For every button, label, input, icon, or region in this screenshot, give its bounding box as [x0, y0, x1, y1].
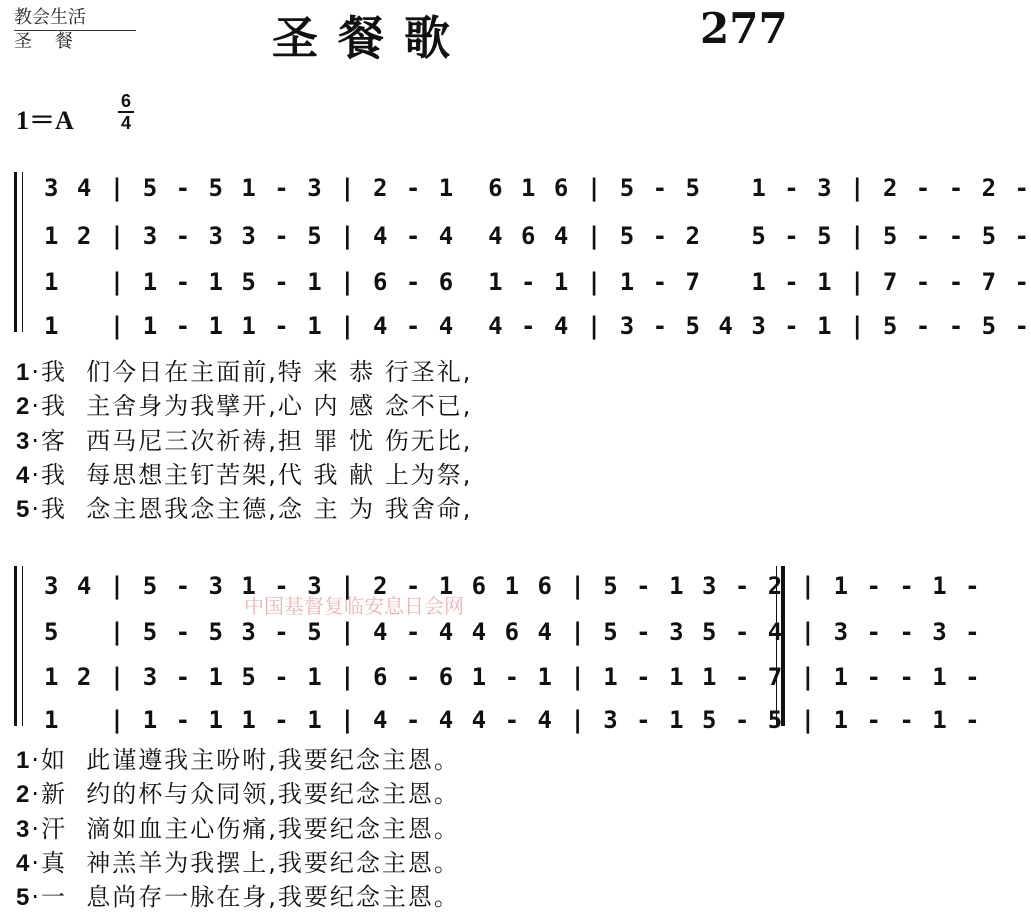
hymn-number: 277 [700, 4, 788, 53]
score-line-alto: 1 2 | 3 - 3 3 - 5 | 4 - 4 4 6 4 | 5 - 2 5 - 5 | 5 - - 5 - [44, 222, 1031, 250]
score-line-tenor: 1 | 1 - 1 5 - 1 | 6 - 6 1 - 1 | 1 - 7 1 - 1 | 7 - - 7 - [44, 268, 1031, 296]
verse-line: 5·我 念主恩我念主德,念 主 为 我舍命, [16, 495, 473, 523]
verse-line: 1·我 们今日在主面前,特 来 恭 行圣礼, [16, 358, 473, 386]
system-bracket-thin [22, 566, 23, 726]
score-line-tenor: 1 2 | 3 - 1 5 - 1 | 6 - 6 1 - 1 | 1 - 1 1 - 7 | 1 - - 1 - [44, 663, 982, 691]
verse-line: 5·一 息尚存一脉在身,我要纪念主恩。 [16, 883, 460, 911]
verse-text: 我 们今日在主面前,特 来 恭 行圣礼, [41, 358, 473, 386]
verse-text: 汗 滴如血主心伤痛,我要纪念主恩。 [41, 815, 460, 843]
score-line-bass: 1 | 1 - 1 1 - 1 | 4 - 4 4 - 4 | 3 - 1 5 - 5 | 1 - - 1 - [44, 706, 982, 734]
song-title: 圣餐歌 [272, 11, 470, 65]
verse-line: 4·真 神羔羊为我摆上,我要纪念主恩。 [16, 849, 460, 877]
verse-line: 3·汗 滴如血主心伤痛,我要纪念主恩。 [16, 815, 460, 843]
verse-number: 3 [16, 816, 32, 843]
verse-number: 1 [16, 747, 32, 774]
verse-text: 客 西马尼三次祈祷,担 罪 忧 伤无比, [41, 427, 473, 455]
verse-number: 1 [16, 359, 32, 386]
time-signature-top: 6 [120, 91, 131, 111]
verse-line: 4·我 每思想主钉苦架,代 我 献 上为祭, [16, 461, 473, 489]
system-bracket-thick [14, 566, 17, 726]
key-signature: 1＝A [16, 106, 74, 135]
verse-text: 新 约的杯与众同领,我要纪念主恩。 [41, 780, 460, 808]
category-main: 教会生活 [14, 7, 86, 28]
verse-number: 5 [16, 884, 32, 911]
verse-line: 1·如 此谨遵我主吩咐,我要纪念主恩。 [16, 746, 460, 774]
verse-text: 真 神羔羊为我摆上,我要纪念主恩。 [41, 849, 460, 877]
verse-text: 我 念主恩我念主德,念 主 为 我舍命, [41, 495, 473, 523]
verse-text: 我 每思想主钉苦架,代 我 献 上为祭, [41, 461, 473, 489]
score-line-soprano: 3 4 | 5 - 3 1 - 3 | 2 - 1 6 1 6 | 5 - 1 3 - 2 | 1 - - 1 - [44, 572, 982, 600]
watermark: 中国基督复临安息日会网 [244, 594, 464, 618]
verse-number: 4 [16, 462, 32, 489]
score-line-bass: 1 | 1 - 1 1 - 1 | 4 - 4 4 - 4 | 3 - 5 4 3 - 1 | 5 - - 5 - [44, 312, 1031, 340]
category-sub: 圣 餐 [14, 31, 73, 52]
score-line-alto: 5 | 5 - 5 3 - 5 | 4 - 4 4 6 4 | 5 - 3 5 - 4 | 3 - - 3 - [44, 618, 982, 646]
verse-line: 3·客 西马尼三次祈祷,担 罪 忧 伤无比, [16, 427, 473, 455]
verse-text: 一 息尚存一脉在身,我要纪念主恩。 [41, 883, 460, 911]
system-bracket-thin [22, 172, 23, 332]
verse-line: 2·我 主舍身为我擘开,心 内 感 念不已, [16, 392, 473, 420]
system-bracket-thick [14, 172, 17, 332]
verse-number: 2 [16, 781, 32, 808]
verse-number: 4 [16, 850, 32, 877]
time-signature-bottom: 4 [120, 113, 131, 133]
verse-number: 3 [16, 428, 32, 455]
verse-line: 2·新 约的杯与众同领,我要纪念主恩。 [16, 780, 460, 808]
verse-number: 2 [16, 393, 32, 420]
verse-number: 5 [16, 496, 32, 523]
verse-text: 如 此谨遵我主吩咐,我要纪念主恩。 [41, 746, 460, 774]
score-line-soprano: 3 4 | 5 - 5 1 - 3 | 2 - 1 6 1 6 | 5 - 5 1 - 3 | 2 - - 2 - [44, 174, 1031, 202]
verse-text: 我 主舍身为我擘开,心 内 感 念不已, [41, 392, 473, 420]
